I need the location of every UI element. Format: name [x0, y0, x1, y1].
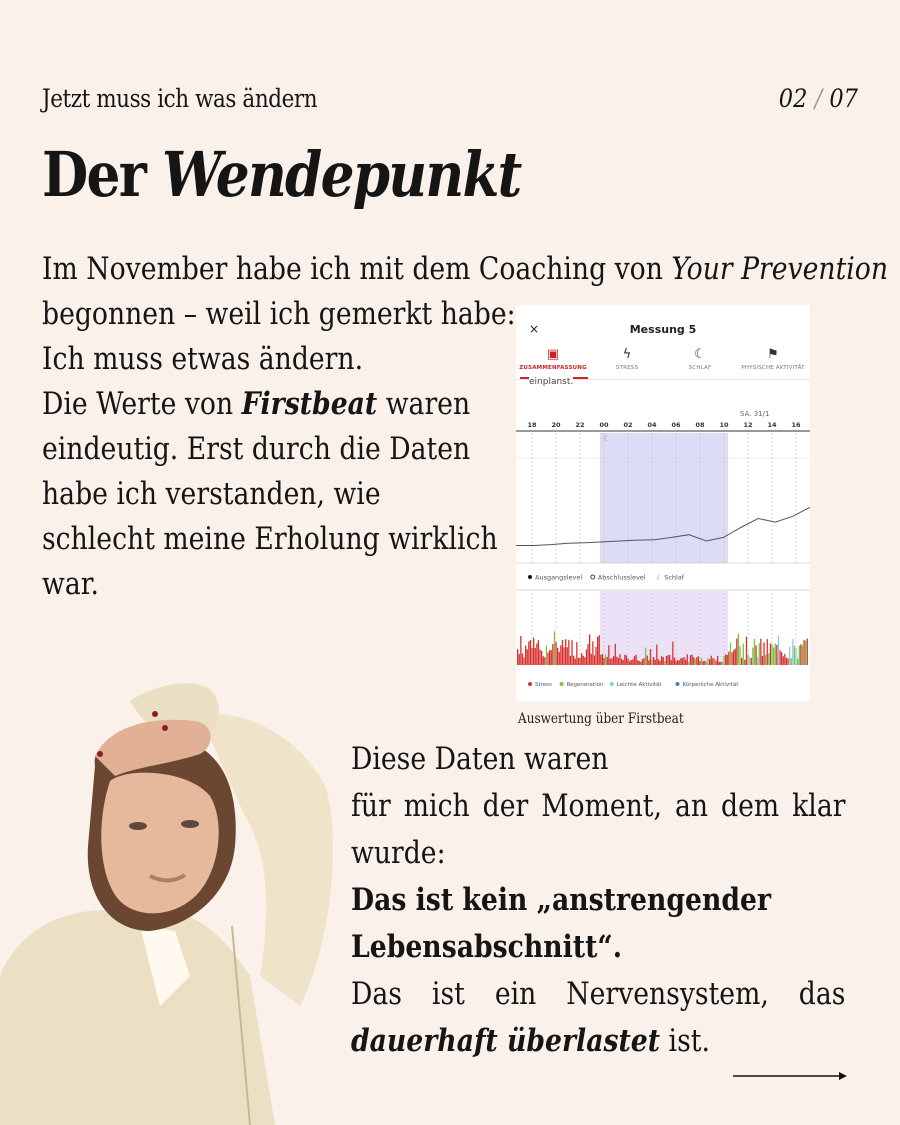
activity-bar: [642, 659, 643, 665]
activity-bar: [671, 660, 672, 665]
tab-sleep[interactable]: [663, 345, 737, 371]
activity-bar: [557, 648, 558, 665]
x-tick-label: 06: [671, 421, 681, 429]
firstbeat-screenshot: [516, 305, 810, 701]
moon-icon: ☾: [694, 347, 706, 362]
conclusion-line-4: Das ist kein „anstrengender: [351, 882, 771, 918]
activity-bar: [643, 658, 644, 665]
activity-bar: [664, 661, 665, 665]
activity-bar: [784, 654, 785, 665]
word: an: [674, 788, 709, 824]
x-tick-label: 22: [575, 421, 585, 429]
activity-bar: [696, 657, 697, 665]
word: Das: [351, 976, 402, 1012]
activity-bar: [792, 639, 793, 665]
activity-bar: [776, 645, 777, 665]
activity-bar: [683, 657, 684, 665]
activity-bar: [767, 639, 768, 665]
activity-bar: [771, 645, 772, 666]
conclusion-line-2: [351, 783, 846, 830]
activity-bar: [659, 661, 660, 665]
activity-bar: [533, 638, 534, 665]
tab-stress[interactable]: [590, 345, 664, 371]
screenshot-caption: Auswertung über Firstbeat: [518, 711, 684, 727]
legend-marker: [528, 575, 532, 579]
activity-bar: [629, 661, 630, 665]
activity-bar: [608, 645, 609, 665]
activity-bar: [695, 659, 696, 665]
word: das: [798, 976, 846, 1012]
word: Moment,: [541, 788, 663, 824]
activity-bar: [536, 644, 537, 666]
activity-bar: [690, 655, 691, 665]
title-italic: Wendepunkt: [161, 138, 521, 211]
activity-bar: [597, 637, 598, 665]
activity-bar: [551, 650, 552, 665]
activity-bar: [765, 655, 766, 666]
activity-bar: [760, 639, 761, 665]
activity-bar: [805, 641, 806, 665]
activity-bar: [719, 662, 720, 665]
activity-bar: [616, 657, 617, 665]
word: für: [351, 788, 391, 824]
intro-line-5: eindeutig. Erst durch die Daten: [42, 431, 471, 467]
emphasis-overloaded: dauerhaft überlastet: [351, 1023, 661, 1059]
word: mich: [403, 788, 470, 824]
activity-bar: [522, 653, 523, 665]
sleep-band-lower: [600, 591, 728, 665]
truncated-text: einplanst.: [529, 377, 574, 387]
activity-bar: [541, 651, 542, 665]
activity-bar: [699, 661, 700, 665]
x-tick-label: 00: [599, 421, 609, 429]
intro-line-6: habe ich verstanden, wie: [42, 476, 381, 512]
activity-bar: [640, 662, 641, 665]
activity-bar: [570, 656, 571, 665]
activity-bar: [730, 643, 731, 666]
conclusion-line-1: Diese Daten waren: [351, 741, 609, 777]
tab-bar: [516, 345, 810, 379]
activity-bar: [746, 637, 747, 665]
page-title: [42, 138, 521, 211]
activity-bar: [680, 658, 681, 665]
page-separator: /: [814, 84, 823, 113]
intro-l4-end: waren: [377, 386, 471, 422]
activity-bar: [581, 653, 582, 665]
activity-bar: [560, 645, 561, 665]
activity-bar: [647, 656, 648, 665]
page-total: 07: [829, 84, 858, 113]
activity-bar: [720, 662, 721, 665]
activity-bar: [723, 656, 724, 665]
activity-bar: [802, 646, 803, 666]
activity-bar: [677, 660, 678, 665]
legend-label: Leichte Aktivität: [616, 682, 662, 688]
activity-bar: [592, 641, 593, 665]
activity-bar: [691, 655, 692, 665]
activity-bar: [650, 649, 651, 665]
activity-bar: [589, 634, 590, 665]
summary-icon: ▣: [546, 347, 560, 362]
intro-l1-text: Im November habe ich mit dem Coaching von: [42, 251, 672, 287]
activity-bar: [794, 646, 795, 665]
activity-bar: [770, 643, 771, 665]
activity-bar: [600, 655, 601, 665]
word: Nervensystem,: [566, 976, 769, 1012]
sleep-marker-icon: ☾: [603, 434, 611, 443]
tab-activity-label: PHYSISCHE AKTIVITÄT: [741, 365, 805, 371]
x-tick-label: 02: [623, 421, 633, 429]
legend-label: Schlaf: [664, 573, 685, 582]
conclusion-line-5: Lebensabschnitt“.: [351, 929, 623, 965]
activity-bar: [655, 660, 656, 665]
activity-bar: [712, 658, 713, 665]
activity-bar: [781, 652, 782, 665]
sleep-band: [600, 433, 728, 563]
word: dem: [721, 788, 780, 824]
activity-bar: [565, 639, 566, 665]
activity-bar: [619, 654, 620, 665]
activity-bar: [731, 652, 732, 665]
activity-bar: [527, 649, 528, 665]
activity-bar: [744, 660, 745, 665]
word: der: [482, 788, 529, 824]
activity-bar: [749, 657, 750, 665]
activity-bar: [562, 640, 563, 665]
legend-label: Stress: [535, 682, 552, 688]
activity-bar: [519, 654, 520, 665]
activity-bar: [791, 658, 792, 665]
date-label: SA. 31/1: [740, 410, 770, 418]
next-arrow-icon[interactable]: [733, 1069, 849, 1083]
activity-bar: [687, 654, 688, 665]
activity-bar: [648, 660, 649, 665]
x-tick-label: 10: [719, 421, 729, 429]
activity-bar: [741, 658, 742, 665]
activity-bar: [773, 648, 774, 665]
activity-bar: [704, 661, 705, 665]
legend-label: Körperliche Aktivität: [682, 682, 739, 688]
x-tick-label: 14: [767, 421, 777, 429]
activity-bar: [693, 657, 694, 665]
activity-bar: [800, 644, 801, 665]
activity-bar: [554, 631, 555, 665]
activity-bar: [607, 657, 608, 665]
activity-bar: [667, 655, 668, 665]
activity-bar: [547, 653, 548, 666]
activity-bar: [688, 662, 689, 665]
activity-bar: [555, 642, 556, 665]
activity-bar: [706, 661, 707, 665]
activity-bar: [584, 657, 585, 665]
activity-bar: [651, 659, 652, 665]
activity-bar: [743, 644, 744, 665]
activity-bar: [611, 658, 612, 665]
activity-bar: [669, 655, 670, 665]
conclusion-line-6: [351, 971, 846, 1018]
activity-bar: [573, 656, 574, 665]
activity-bar: [751, 658, 752, 665]
conclusion-l7-end: ist.: [660, 1023, 710, 1059]
activity-bar: [803, 640, 804, 665]
activity-bar: [715, 660, 716, 665]
activity-bar: [807, 639, 808, 666]
activity-bar: [631, 660, 632, 665]
activity-bar: [682, 658, 683, 665]
legend-marker: ☾: [656, 574, 663, 582]
activity-bar: [530, 640, 531, 665]
activity-bar: [747, 655, 748, 665]
activity-bar: [799, 646, 800, 665]
activity-bar: [632, 659, 633, 665]
activity-bar: [621, 659, 622, 665]
activity-bar: [587, 644, 588, 665]
activity-bar: [544, 657, 545, 665]
page-indicator: [779, 84, 858, 113]
activity-bar: [656, 645, 657, 666]
activity-bar: [709, 659, 710, 665]
activity-bar: [653, 657, 654, 665]
activity-bar: [666, 656, 667, 665]
tab-summary-label: ZUSAMMENFASSUNG: [519, 365, 587, 371]
legend-label: Regeneration: [566, 682, 604, 688]
x-tick-label: 16: [791, 421, 801, 429]
x-tick-label: 20: [551, 421, 561, 429]
activity-bar: [538, 640, 539, 665]
activity-bar: [783, 656, 784, 665]
activity-bar: [571, 640, 572, 665]
activity-bar: [603, 658, 604, 665]
activity-bar: [722, 662, 723, 665]
activity-bar: [658, 659, 659, 665]
running-icon: ⚑: [767, 347, 779, 362]
activity-bar: [679, 660, 680, 665]
activity-bar: [599, 635, 600, 665]
activity-bar: [763, 643, 764, 666]
legend-marker: [610, 682, 614, 686]
activity-bar: [797, 659, 798, 666]
activity-bar: [754, 639, 755, 665]
activity-bar: [714, 659, 715, 665]
activity-bar: [787, 658, 788, 665]
intro-l4-text: Die Werte von: [42, 386, 242, 422]
conclusion-paragraph: [351, 736, 846, 1065]
activity-bar: [663, 657, 664, 665]
activity-bar: [613, 656, 614, 665]
intro-line-2: begonnen – weil ich gemerkt habe:: [42, 296, 516, 332]
activity-bar: [675, 661, 676, 665]
activity-bar: [795, 648, 796, 665]
measurement-title: Messung 5: [629, 323, 697, 336]
activity-bar: [594, 655, 595, 665]
activity-bar: [635, 655, 636, 665]
activity-bar: [752, 648, 753, 665]
x-tick-label: 08: [695, 421, 705, 429]
activity-bar: [789, 647, 790, 665]
activity-bar: [535, 648, 536, 665]
tab-summary[interactable]: [516, 345, 590, 371]
activity-bar: [768, 653, 769, 665]
brand-your-prevention: Your Prevention: [671, 251, 889, 287]
activity-bar: [543, 656, 544, 665]
activity-bar: [539, 650, 540, 665]
tab-activity[interactable]: [736, 345, 810, 371]
activity-bar: [559, 652, 560, 665]
legend-marker: [560, 682, 564, 686]
legend-marker: [528, 682, 532, 686]
activity-bar: [578, 658, 579, 665]
activity-bar: [549, 650, 550, 665]
word: ein: [494, 976, 537, 1012]
activity-bar: [576, 642, 577, 665]
brand-firstbeat: Firstbeat: [241, 386, 378, 422]
activity-bar: [523, 658, 524, 666]
activity-bar: [605, 655, 606, 665]
activity-bar: [786, 658, 787, 665]
close-icon[interactable]: ×: [529, 322, 540, 336]
lightning-icon: ϟ: [622, 347, 632, 362]
activity-bar: [698, 656, 699, 665]
activity-bar: [672, 642, 673, 665]
activity-bar: [567, 647, 568, 665]
tab-stress-label: STRESS: [615, 365, 639, 371]
activity-bar: [757, 657, 758, 665]
activity-bar: [618, 658, 619, 665]
intro-line-1: [42, 247, 889, 292]
activity-bar: [735, 649, 736, 665]
activity-bar: [528, 642, 529, 665]
title-regular: Der: [42, 138, 146, 211]
activity-bar: [583, 656, 584, 665]
conclusion-line-3: wurde:: [351, 835, 446, 871]
word: klar: [792, 788, 846, 824]
activity-bar: [645, 648, 646, 665]
activity-bar: [762, 656, 763, 665]
activity-bar: [711, 656, 712, 665]
activity-bar: [728, 652, 729, 665]
activity-bar: [626, 655, 627, 665]
activity-bar: [707, 658, 708, 665]
activity-bar: [552, 644, 553, 665]
activity-bar: [637, 660, 638, 665]
intro-line-8: war.: [42, 566, 100, 602]
activity-bar: [595, 647, 596, 665]
activity-bar: [546, 645, 547, 665]
activity-bar: [778, 635, 779, 665]
legend-marker: [676, 682, 680, 686]
activity-bar: [517, 649, 518, 665]
activity-bar: [755, 645, 756, 665]
legend-marker: [591, 575, 595, 579]
activity-bar: [591, 654, 592, 665]
activity-bar: [563, 647, 564, 665]
activity-bar: [579, 658, 580, 665]
activity-bar: [739, 646, 740, 665]
activity-bar: [727, 655, 728, 665]
activity-bar: [634, 656, 635, 665]
activity-bar: [624, 655, 625, 665]
legend-label: Abschlusslevel: [597, 573, 646, 582]
activity-bar: [575, 659, 576, 665]
activity-bar: [703, 661, 704, 665]
intro-line-3: Ich muss etwas ändern.: [42, 341, 364, 377]
word: ist: [431, 976, 465, 1012]
conclusion-line-7: [351, 1018, 846, 1065]
activity-bar: [738, 634, 739, 665]
activity-bar: [586, 649, 587, 665]
portrait-photo: [0, 676, 340, 1125]
x-tick-label: 12: [743, 421, 753, 429]
activity-bar: [610, 659, 611, 665]
activity-bar: [520, 636, 521, 665]
activity-bar: [733, 650, 734, 665]
kicker-text: Jetzt muss ich was ändern: [42, 84, 318, 113]
activity-bar: [661, 656, 662, 665]
activity-bar: [531, 648, 532, 665]
tab-sleep-label: SCHLAF: [688, 365, 712, 371]
activity-bar: [525, 646, 526, 665]
activity-bar: [779, 650, 780, 665]
activity-bar: [759, 643, 760, 665]
activity-bar: [639, 661, 640, 665]
activity-bar: [685, 660, 686, 665]
activity-bar: [736, 639, 737, 666]
activity-bar: [623, 660, 624, 665]
activity-bar: [775, 644, 776, 666]
activity-bar: [725, 655, 726, 665]
activity-bar: [627, 659, 628, 665]
activity-bar: [717, 656, 718, 665]
x-tick-label: 18: [527, 421, 537, 429]
activity-bar: [602, 654, 603, 665]
x-tick-label: 04: [647, 421, 657, 429]
intro-line-7: schlecht meine Erholung wirklich: [42, 521, 498, 557]
activity-bar: [701, 658, 702, 665]
activity-bar: [674, 658, 675, 665]
activity-bar: [615, 644, 616, 665]
page-current: 02: [778, 84, 808, 113]
activity-bar: [568, 640, 569, 665]
legend-label: Ausgangslevel: [535, 573, 583, 582]
